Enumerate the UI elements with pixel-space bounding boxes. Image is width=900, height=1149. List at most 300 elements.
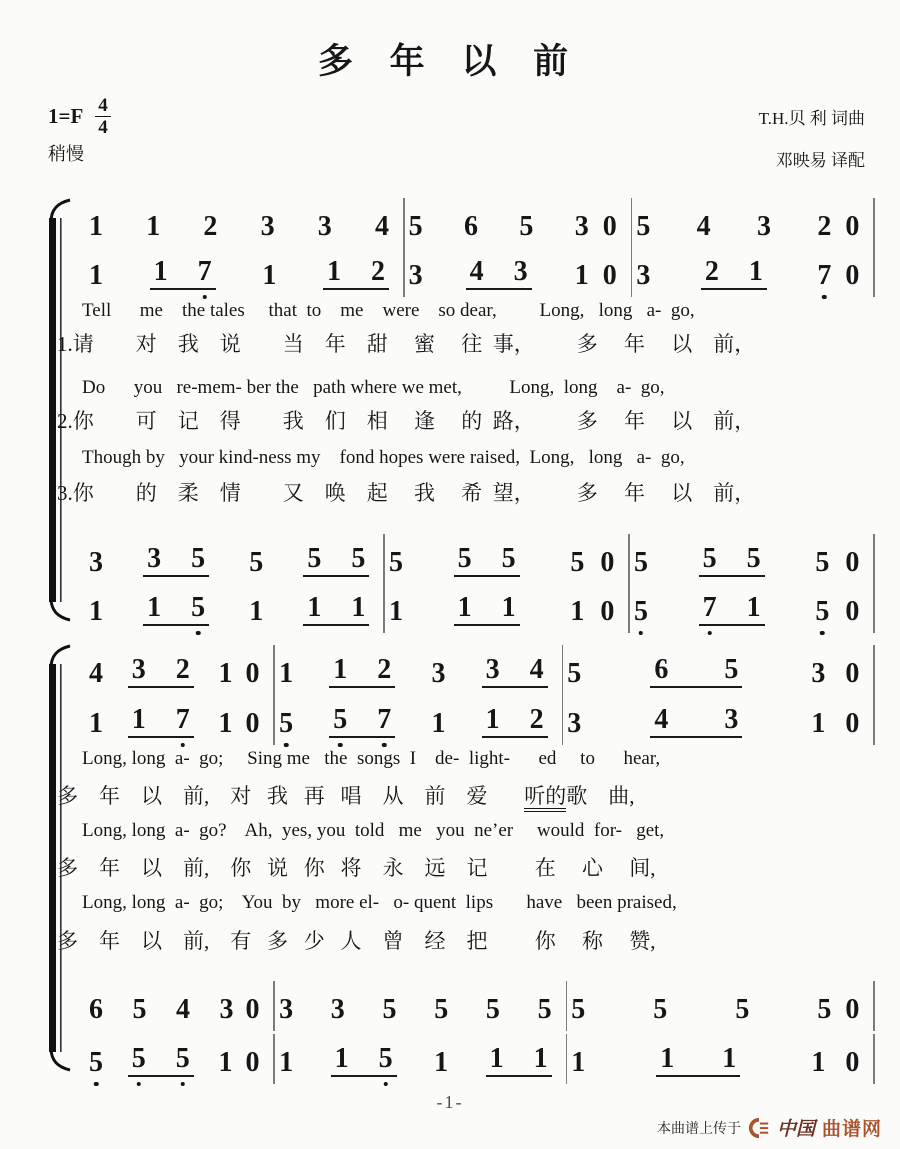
note: 5 <box>351 543 366 574</box>
note: 4 <box>696 211 711 242</box>
note-group <box>218 1049 259 1077</box>
note: 0 <box>602 260 617 291</box>
measure <box>563 706 873 738</box>
note: 1 <box>249 596 264 627</box>
note: 3 <box>317 211 332 242</box>
note: 1 <box>262 260 277 291</box>
note-group <box>575 262 617 290</box>
note: 1 <box>218 708 233 739</box>
note-group <box>464 213 478 241</box>
barline <box>873 247 875 297</box>
note-group <box>279 1049 293 1077</box>
note: 1 <box>722 1043 737 1074</box>
note: 5 <box>382 994 397 1025</box>
note: 1 <box>307 592 322 623</box>
note: 7 <box>703 594 717 622</box>
note: 1 <box>748 256 763 287</box>
octave-dot <box>383 1082 388 1087</box>
note: 1 <box>334 1043 349 1074</box>
note-group <box>636 213 650 241</box>
octave-dot <box>180 743 185 748</box>
note-group <box>634 598 648 626</box>
octave-dot <box>136 1082 141 1087</box>
note: 5 <box>817 994 832 1025</box>
barline <box>873 198 875 248</box>
note: 0 <box>845 260 860 291</box>
note-group <box>279 710 293 738</box>
lyric-line-cn-verse2: 多 年 以 前, 你 说 你 将 永 远 记 在 心 间, <box>57 856 656 880</box>
measure <box>567 1045 873 1077</box>
note: 0 <box>245 994 260 1025</box>
note-group <box>811 1049 859 1077</box>
note: 0 <box>845 211 860 242</box>
note-group <box>575 213 617 241</box>
note-group <box>571 1049 585 1077</box>
note: 1 <box>570 596 585 627</box>
note-group <box>89 213 103 241</box>
lyric-segment: 多 年 以 前, 对 我 再 唱 从 前 爱 <box>57 784 525 808</box>
lyric-line-cn-verse1: 1.请 对 我 说 当 年 甜 蜜 往 事， 多 年 以 前， <box>57 332 756 356</box>
note: 3 <box>757 211 772 242</box>
note: 2 <box>203 211 218 242</box>
note-group <box>279 660 293 688</box>
note: 4 <box>529 654 544 685</box>
note: 0 <box>600 547 615 578</box>
note: 1 <box>431 708 446 739</box>
note: 1 <box>571 1047 586 1078</box>
tempo-marking: 稍慢 <box>48 144 84 164</box>
note: 4 <box>89 658 103 689</box>
note: 1 <box>89 211 103 242</box>
note-group <box>817 262 859 290</box>
measure <box>563 656 873 688</box>
note: 5 <box>307 543 322 574</box>
beamed-note-group <box>303 545 369 577</box>
note: 5 <box>653 994 668 1025</box>
note: 5 <box>633 547 648 578</box>
note: 1 <box>660 1043 675 1074</box>
beamed-note-group <box>128 1045 194 1077</box>
upload-note: 本曲谱上传于 <box>656 1119 741 1136</box>
note: 5 <box>501 543 516 574</box>
note-group <box>218 660 259 688</box>
note-group <box>176 996 190 1024</box>
notation-row-voice4 <box>85 1039 875 1077</box>
site-watermark <box>657 1114 882 1141</box>
note-group <box>431 710 445 738</box>
note: 5 <box>191 594 205 622</box>
note: 7 <box>817 262 831 290</box>
note: 1 <box>811 1047 826 1078</box>
note-group <box>519 213 533 241</box>
octave-dot <box>284 743 289 748</box>
note: 5 <box>388 547 403 578</box>
barline <box>873 534 875 584</box>
octave-dot <box>338 743 343 748</box>
note-group <box>570 549 614 577</box>
note-group <box>486 996 500 1024</box>
octave-dot <box>707 631 712 636</box>
measure <box>85 213 403 241</box>
note-group <box>409 262 423 290</box>
beamed-note-group <box>699 594 765 626</box>
note-group <box>89 598 103 626</box>
note-group <box>318 213 332 241</box>
note-group <box>567 660 581 688</box>
barline <box>873 695 875 745</box>
lyric-line-en-verse1: Tell me the tales that to me were so dear, Long, long a- go, <box>82 300 695 321</box>
translator-credit: 邓映易 译配 <box>775 150 865 170</box>
note-group <box>817 996 859 1024</box>
note: 1 <box>574 260 589 291</box>
composer-credit: T.H.贝 利 词曲 <box>758 109 865 128</box>
note: 0 <box>600 596 615 627</box>
time-numerator: 4 <box>95 96 111 117</box>
notation-row-voice3 <box>85 986 875 1024</box>
note-group <box>132 996 146 1024</box>
note: 4 <box>654 704 669 735</box>
note: 5 <box>434 994 449 1025</box>
lyric-line-en-verse2: Long, long a- go? Ah, yes, you told me you ne’er would for- get, <box>82 820 665 841</box>
note-group <box>219 996 259 1024</box>
page-title: 多 年 以 前 <box>317 42 583 81</box>
note: 5 <box>735 994 750 1025</box>
note: 1 <box>457 592 472 623</box>
note: 3 <box>513 256 528 287</box>
note: 5 <box>724 654 739 685</box>
beamed-note-group <box>128 656 194 688</box>
note: 1 <box>218 658 233 689</box>
note: 6 <box>654 654 669 685</box>
barline <box>873 1034 875 1084</box>
note: 5 <box>132 994 147 1025</box>
note-group <box>538 996 552 1024</box>
note: 1 <box>89 596 103 627</box>
note: 0 <box>845 547 860 578</box>
note: 1 <box>279 658 294 689</box>
note: 2 <box>370 256 385 287</box>
note: 1 <box>485 704 500 735</box>
note: 1 <box>279 1047 294 1078</box>
note: 1 <box>388 596 403 627</box>
note: 2 <box>529 704 544 735</box>
notation-row-voice1 <box>85 650 875 688</box>
time-denominator: 4 <box>98 117 108 138</box>
note-group <box>815 549 859 577</box>
notation-row-voice4 <box>85 588 875 626</box>
measure <box>405 258 631 290</box>
note: 0 <box>602 211 617 242</box>
beamed-note-group <box>331 1045 397 1077</box>
note: 2 <box>704 256 719 287</box>
note: 1 <box>326 256 341 287</box>
note-group <box>249 598 263 626</box>
octave-dot <box>202 295 207 300</box>
beamed-note-group <box>303 594 369 626</box>
beamed-note-group <box>466 258 532 290</box>
octave-dot <box>180 1082 185 1087</box>
note: 5 <box>485 994 500 1025</box>
note: 1 <box>746 592 761 623</box>
beamed-note-group <box>656 1045 740 1077</box>
note: 1 <box>146 211 161 242</box>
measure <box>632 213 873 241</box>
note-group <box>89 710 103 738</box>
beamed-note-group <box>482 656 548 688</box>
measure <box>275 996 566 1024</box>
notation-row-voice2 <box>85 700 875 738</box>
measure <box>405 213 631 241</box>
note: 3 <box>485 654 500 685</box>
note: 5 <box>519 211 534 242</box>
note: 3 <box>567 708 582 739</box>
note-group <box>89 262 103 290</box>
note-group <box>146 213 160 241</box>
octave-dot <box>94 1082 99 1087</box>
site-name-cn: 中国 <box>776 1119 815 1140</box>
barline <box>873 981 875 1031</box>
note-group <box>409 213 423 241</box>
note: 5 <box>457 543 472 574</box>
lyric-line-en-verse3: Long, long a- go; You by more el- o- quent lips have been praised, <box>82 892 677 913</box>
beamed-note-group <box>650 656 742 688</box>
note: 1 <box>351 592 366 623</box>
note-group <box>89 1049 103 1077</box>
note-group <box>389 549 403 577</box>
note: 3 <box>811 658 826 689</box>
note-group <box>817 213 859 241</box>
notation-row-voice1 <box>85 203 875 241</box>
note-group <box>697 213 711 241</box>
octave-dot <box>820 631 825 636</box>
note: 1 <box>501 592 516 623</box>
note: 3 <box>131 654 146 685</box>
measure <box>85 1045 273 1077</box>
note: 3 <box>431 658 446 689</box>
lyric-line-cn-verse3: 多 年 以 前, 有 多 少 人 曾 经 把 你 称 赞, <box>57 929 656 953</box>
note: 7 <box>176 706 190 734</box>
note-group <box>815 598 859 626</box>
note-group <box>634 549 648 577</box>
note-group <box>382 996 396 1024</box>
barline <box>873 583 875 633</box>
measure <box>275 1045 566 1077</box>
measure <box>85 594 383 626</box>
note: 5 <box>89 1049 103 1077</box>
note-group <box>431 660 445 688</box>
note: 5 <box>249 547 264 578</box>
note-group <box>261 213 275 241</box>
measure <box>85 996 273 1024</box>
lyric-line-en-verse3: Though by your kind-ness my fond hopes were raised, Long, long a- go, <box>82 447 685 468</box>
note: 5 <box>815 598 829 626</box>
note: 3 <box>260 211 275 242</box>
note: 0 <box>845 596 860 627</box>
note: 5 <box>815 547 830 578</box>
beamed-note-group <box>454 594 520 626</box>
time-signature <box>95 96 111 137</box>
lyric-line-cn-verse1 <box>57 780 872 810</box>
key-signature <box>48 96 111 137</box>
note: 4 <box>374 211 389 242</box>
note: 3 <box>330 994 345 1025</box>
note: 3 <box>279 994 294 1025</box>
note: 3 <box>147 543 162 574</box>
note: 3 <box>724 704 739 735</box>
note: 0 <box>845 994 860 1025</box>
note: 5 <box>279 710 293 738</box>
note: 5 <box>191 543 206 574</box>
note-group <box>757 213 771 241</box>
note: 5 <box>571 994 586 1025</box>
note: 1 <box>333 654 348 685</box>
credits <box>759 98 865 181</box>
note: 3 <box>636 260 651 291</box>
note: 6 <box>463 211 478 242</box>
note: 0 <box>245 1047 260 1078</box>
key-label: 1=F <box>48 104 84 128</box>
beamed-note-group <box>454 545 520 577</box>
note: 1 <box>489 1043 504 1074</box>
measure <box>385 545 628 577</box>
site-logo-icon <box>748 1117 770 1139</box>
note-group <box>389 598 403 626</box>
note-group <box>331 996 345 1024</box>
note: 5 <box>636 211 651 242</box>
note-group <box>570 598 614 626</box>
measure <box>385 594 628 626</box>
note: 2 <box>817 211 832 242</box>
notation-row-voice2 <box>85 252 875 290</box>
note: 5 <box>333 706 347 734</box>
note-group <box>262 262 276 290</box>
lyric-line-en-verse2: Do you re-mem- ber the path where we met, Long, long a- go, <box>82 377 665 398</box>
note: 5 <box>570 547 585 578</box>
note-group <box>653 996 667 1024</box>
note: 7 <box>198 258 212 286</box>
lyric-line-cn-verse3: 3.你 的 柔 情 又 唤 起 我 希 望， 多 年 以 前， <box>57 481 756 505</box>
note: 5 <box>408 211 423 242</box>
note-group <box>811 710 859 738</box>
beamed-note-group <box>128 706 194 738</box>
note: 5 <box>176 1045 190 1073</box>
note: 1 <box>811 708 826 739</box>
note-group <box>434 1049 448 1077</box>
notation-row-voice3 <box>85 539 875 577</box>
beamed-note-group <box>143 594 209 626</box>
note: 5 <box>132 1045 146 1073</box>
site-name-rest: 曲谱网 <box>821 1119 882 1140</box>
measure <box>85 258 403 290</box>
note: 1 <box>434 1047 449 1078</box>
measure <box>630 594 873 626</box>
octave-dot <box>639 631 644 636</box>
note: 5 <box>702 543 717 574</box>
note: 0 <box>245 658 260 689</box>
beamed-note-group <box>650 706 742 738</box>
note-group <box>811 660 859 688</box>
lyric-segment: 歌 曲, <box>566 784 635 808</box>
beamed-note-group <box>150 258 216 290</box>
measure <box>85 656 273 688</box>
note: 1 <box>131 704 146 735</box>
measure <box>632 258 873 290</box>
note: 0 <box>845 1047 860 1078</box>
note: 1 <box>533 1043 548 1074</box>
note: 7 <box>377 706 391 734</box>
note: 0 <box>245 708 260 739</box>
lyric-line-en-verse1: Long, long a- go; Sing me the songs I de- light- ed to hear, <box>82 748 661 769</box>
measure <box>85 545 383 577</box>
note-group <box>567 710 581 738</box>
note: 1 <box>153 256 168 287</box>
measure <box>630 545 873 577</box>
octave-dot <box>822 295 827 300</box>
note-group <box>636 262 650 290</box>
beamed-note-group <box>143 545 209 577</box>
note: 0 <box>845 708 860 739</box>
note: 4 <box>469 256 484 287</box>
measure <box>567 996 873 1024</box>
beamed-note-group <box>329 656 395 688</box>
note-group <box>203 213 217 241</box>
beamed-note-group <box>323 258 389 290</box>
note: 5 <box>379 1045 393 1073</box>
note: 1 <box>218 1047 233 1078</box>
note-group <box>249 549 263 577</box>
lyric-segment-double-underline: 听的 <box>524 784 566 812</box>
note-group <box>218 710 259 738</box>
beamed-note-group <box>699 545 765 577</box>
note: 3 <box>219 994 234 1025</box>
note: 2 <box>175 654 190 685</box>
note: 5 <box>634 598 648 626</box>
note: 2 <box>377 654 392 685</box>
octave-dot <box>196 631 201 636</box>
beamed-note-group <box>701 258 767 290</box>
note-group <box>279 996 293 1024</box>
note-group <box>735 996 749 1024</box>
note: 1 <box>89 708 103 739</box>
note: 0 <box>845 658 860 689</box>
octave-dot <box>382 743 387 748</box>
note: 5 <box>567 658 582 689</box>
beamed-note-group <box>329 706 395 738</box>
lyric-line-cn-verse2: 2.你 可 记 得 我 们 相 逢 的 路， 多 年 以 前， <box>57 409 756 433</box>
note-group <box>571 996 585 1024</box>
note-group <box>89 996 103 1024</box>
measure <box>275 706 562 738</box>
note-group <box>375 213 389 241</box>
measure <box>275 656 562 688</box>
note: 5 <box>746 543 761 574</box>
beamed-note-group <box>482 706 548 738</box>
page-number: -1- <box>436 1092 464 1112</box>
note: 5 <box>537 994 552 1025</box>
measure <box>85 706 273 738</box>
note-group <box>89 660 103 688</box>
barline <box>873 645 875 695</box>
note: 1 <box>147 592 162 623</box>
beamed-note-group <box>486 1045 552 1077</box>
note: 4 <box>175 994 190 1025</box>
note: 1 <box>89 260 103 291</box>
note: 6 <box>89 994 103 1025</box>
note-group <box>89 549 103 577</box>
note: 3 <box>574 211 589 242</box>
note-group <box>434 996 448 1024</box>
note: 3 <box>89 547 103 578</box>
